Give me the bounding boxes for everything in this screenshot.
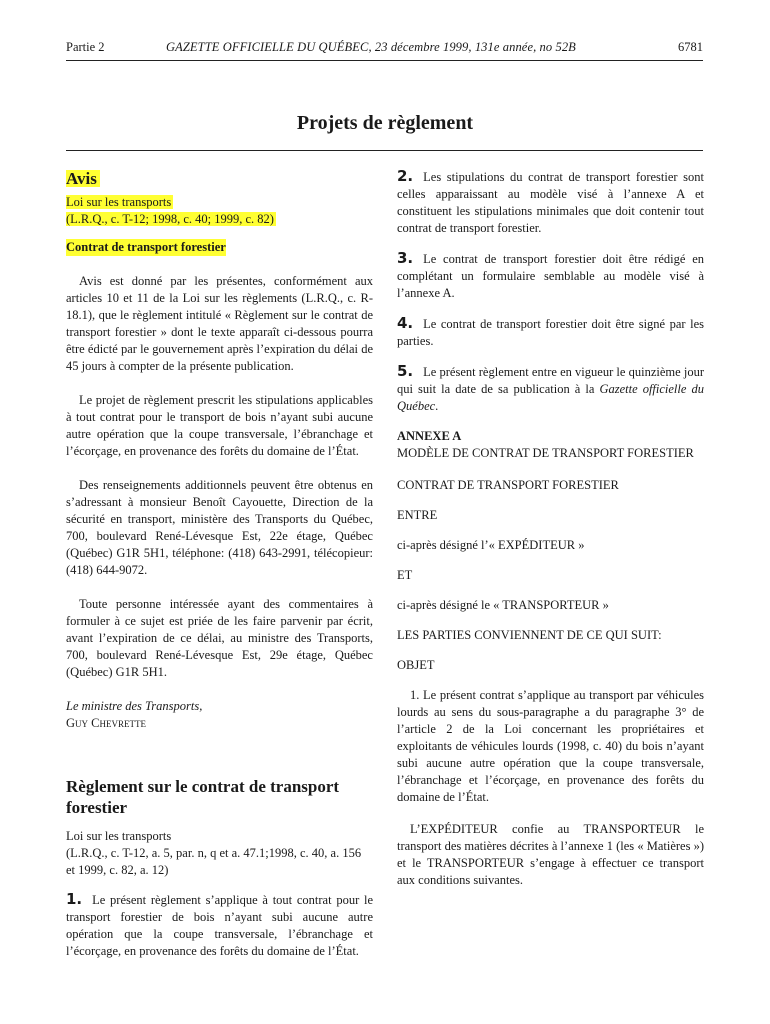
signature-name: Guy Chevrette xyxy=(66,716,146,730)
article-4-number: 4. xyxy=(397,314,414,332)
annex-title: ANNEXE A xyxy=(397,429,462,443)
avis-heading: Avis xyxy=(66,170,100,187)
regulation-law-2: (L.R.Q., c. T-12, a. 5, par. n, q et a. 47.1;1998, c. 40, a. 156 et 1999, c. 82, a. 12) xyxy=(66,846,362,877)
contract-object-heading: OBJET xyxy=(397,658,435,672)
article-4-text: Le contrat de transport forestier doit être signé par les parties. xyxy=(397,317,704,348)
contract-between: ENTRE xyxy=(397,508,438,522)
article-3-number: 3. xyxy=(397,249,414,267)
article-4 xyxy=(397,315,704,350)
header-page-number: 6781 xyxy=(678,40,703,54)
article-5-end: . xyxy=(435,399,439,413)
law-line-2: (L.R.Q., c. T-12; 1998, c. 40; 1999, c. 82) xyxy=(66,212,274,226)
paragraph-2: Le projet de règlement prescrit les stipulations applicables à tout contrat pour le transport de bois n’ayant subi aucune autre opération que la coupe transversale, l’ébranchage et l’écorçage, en provenance des forêts du domaine de l’État. xyxy=(66,393,373,458)
regulation-citation xyxy=(66,828,373,879)
annex-heading xyxy=(397,428,704,462)
paragraph-4: Toute personne intéressée ayant des commentaires à formuler à ce sujet est priée de les faire parvenir par écrit, avant l’expiration de ce délai, au ministre des Transports, 700, boulevard René-Lévesque Est, 29e étage, Québec (Québec) G1R 5H1. xyxy=(66,597,373,679)
page-title: Projets de règlement xyxy=(296,112,474,134)
article-3-text: Le contrat de transport forestier doit être rédigé en complétant un formulaire semblable au modèle visé à l’annexe A. xyxy=(397,252,704,300)
running-header xyxy=(66,40,703,60)
subheading: Contrat de transport forestier xyxy=(66,240,226,254)
article-5-gazette-name: Gazette officielle du Québec xyxy=(397,382,704,413)
left-column xyxy=(66,168,373,960)
contract-title: CONTRAT DE TRANSPORT FORESTIER xyxy=(397,478,619,492)
regulation-title: Règlement sur le contrat de transport forestier xyxy=(66,777,340,817)
contract-and: ET xyxy=(397,568,413,582)
article-1 xyxy=(66,891,373,960)
header-publication: GAZETTE OFFICIELLE DU QUÉBEC, 23 décembre 1999, 131e année, no 52B xyxy=(166,40,576,54)
article-2 xyxy=(397,168,704,237)
article-5-text: Le présent règlement entre en vigueur le quinzième jour qui suit la date de sa publication à la xyxy=(397,365,704,396)
title-rule xyxy=(66,150,703,151)
article-3 xyxy=(397,250,704,302)
right-column xyxy=(397,168,704,904)
article-2-text: Les stipulations du contrat de transport forestier sont celles apparaissant au modèle visé à l’annexe A et constituent les stipulations minimales que doit contenir tout contrat de transport forestier. xyxy=(397,170,704,235)
article-1-number: 1. xyxy=(66,890,83,908)
article-1-text: Le présent règlement s’applique à tout contrat pour le transport forestier de bois n’ayant subi aucune autre opération que la coupe transversale, l’ébranchage et l’écorçage, en provenance des forêts du domaine de l’État. xyxy=(66,893,373,958)
paragraph-3: Des renseignements additionnels peuvent être obtenus en s’adressant à monsieur Benoît Cayouette, Direction de la sécurité en transport, ministère des Transports du Québec, 700, boulevard René-Lévesque Est, 22e étage, Québec (Québec) G1R 5H1, téléphone: (418) 643-2991, télécopieur: (418) 644-9072. xyxy=(66,478,373,577)
contract-agreement: LES PARTIES CONVIENNENT DE CE QUI SUIT: xyxy=(397,628,662,642)
contract-carrier: ci-après désigné le « TRANSPORTEUR » xyxy=(397,598,609,612)
contract-clause-2: L’EXPÉDITEUR confie au TRANSPORTEUR le transport des matières décrites à l’annexe 1 (les « Matières ») et le TRANSPORTEUR s’engage à effectuer ce transport aux conditions suivantes. xyxy=(397,822,704,887)
regulation-law-1: Loi sur les transports xyxy=(66,829,172,843)
header-rule xyxy=(66,60,703,61)
law-line-1: Loi sur les transports xyxy=(66,195,172,209)
signature-title: Le ministre des Transports, xyxy=(66,699,203,713)
contract-clause-1: 1. Le présent contrat s’applique au transport par véhicules lourds au sens du sous-paragraphe a du paragraphe 3° de l’article 2 de la Loi concernant les propriétaires et exploitants de véhicules lourds (1998, c. 40) du bois n’ayant subi aucune autre opération que la coupe transversale, l’ébranchage et l’écorçage, en provenance des forêts du domaine de l’État. xyxy=(397,688,704,804)
article-2-number: 2. xyxy=(397,167,414,185)
annex-subtitle: MODÈLE DE CONTRAT DE TRANSPORT FORESTIER xyxy=(397,446,694,460)
article-5 xyxy=(397,363,704,415)
paragraph-1: Avis est donné par les présentes, conformément aux articles 10 et 11 de la Loi sur les règlements (L.R.Q., c. R-18.1), que le règlement intitulé « Règlement sur le contrat de transport forestier » dont le texte apparaît ci-dessous pourra être édicté par le gouvernement après l’expiration du délai de 45 jours à compter de la présente publication. xyxy=(66,274,373,373)
signature-block xyxy=(66,698,373,732)
header-section: Partie 2 xyxy=(66,40,105,54)
article-5-number: 5. xyxy=(397,362,414,380)
law-citation xyxy=(66,194,373,228)
contract-sender: ci-après désigné l’« EXPÉDITEUR » xyxy=(397,538,585,552)
